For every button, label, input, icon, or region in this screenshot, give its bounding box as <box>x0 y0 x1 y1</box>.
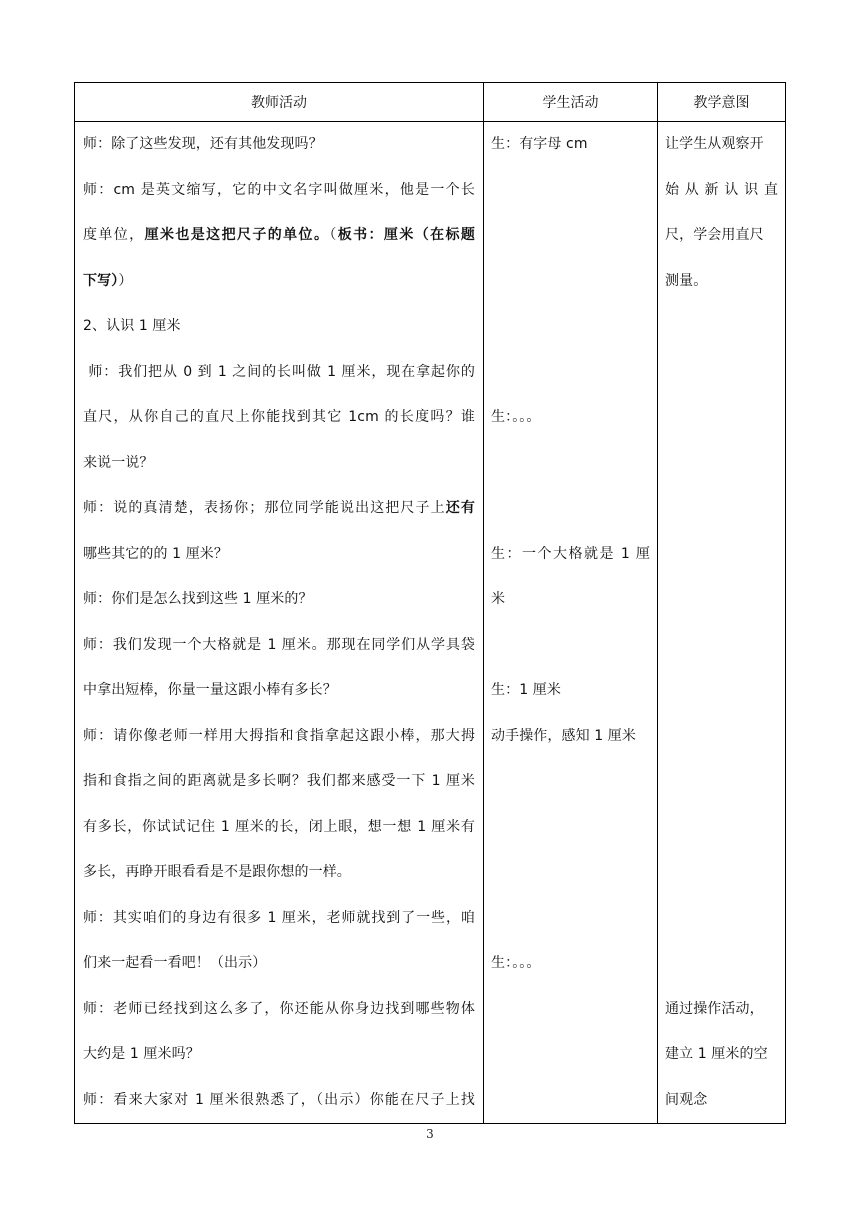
teacher-text: 师：说的真清楚，表扬你；那位同学能说出这把尺子上 <box>83 500 446 516</box>
teacher-line: 师：其实咱们的身边有很多 1 厘米，老师就找到了一些，咱 <box>83 909 475 926</box>
intent-line: 尺，学会用直尺 <box>665 227 764 243</box>
teacher-bold-text: 板书：厘米（在标题 <box>337 227 476 243</box>
teacher-text: 度单位， <box>83 227 145 243</box>
teacher-line: 师：你们是怎么找到这些 1 厘米的？ <box>83 591 313 607</box>
teacher-line: 直尺，从你自己的直尺上你能找到其它 1cm 的长度吗？谁 <box>83 409 475 425</box>
teacher-line: 们来一起看一看吧！（出示） <box>83 955 267 971</box>
teacher-line: 多长，再睁开眼看看是不是跟你想的一样。 <box>83 864 351 880</box>
intent-line: 通过操作活动， <box>665 1000 764 1017</box>
lesson-plan-table <box>74 82 786 1124</box>
student-line: 生：有字母 cm <box>491 136 588 152</box>
student-line: 米 <box>491 591 506 607</box>
student-line: 生：1 厘米 <box>491 682 561 698</box>
intent-line: 让学生从观察开 <box>665 136 764 152</box>
teacher-bold-text: 还有 <box>445 500 475 516</box>
teacher-line: 有多长，你试试记住 1 厘米的长，闭上眼，想一想 1 厘米有 <box>83 818 475 835</box>
header-student-activity: 学生活动 <box>484 83 658 122</box>
teacher-line: 来说一说？ <box>83 454 154 471</box>
teacher-line: 哪些其它的的 1 厘米？ <box>83 545 229 562</box>
student-line: 动手操作，感知 1 厘米 <box>491 727 637 744</box>
student-line: 生：一个大格就是 1 厘 <box>491 545 650 562</box>
intent-line: 间观念 <box>665 1091 708 1108</box>
teacher-line: 师：我们发现一个大格就是 1 厘米。那现在同学们从学具袋 <box>83 636 475 653</box>
student-line: 生：。。。 <box>491 409 541 425</box>
intent-line: 建立 1 厘米的空 <box>665 1046 768 1062</box>
teacher-bold-text: 厘米也是这把尺子的单位。 <box>144 227 330 243</box>
teacher-line <box>83 213 475 259</box>
teacher-line: 师：cm 是英文缩写，它的中文名字叫做厘米，他是一个长 <box>83 181 475 198</box>
table-body-row <box>75 122 786 1124</box>
teacher-line: 指和食指之间的距离就是多长啊？我们都来感受一下 1 厘米 <box>83 773 475 789</box>
teacher-line: 师：除了这些发现，还有其他发现吗？ <box>83 136 323 152</box>
header-teacher-activity: 教师活动 <box>75 83 484 122</box>
teacher-line: 中拿出短棒，你量一量这跟小棒有多长？ <box>83 682 337 698</box>
teacher-activity-cell <box>75 122 484 1124</box>
header-teaching-intent: 教学意图 <box>658 83 786 122</box>
student-activity-cell <box>484 122 658 1124</box>
page-number: 3 <box>426 1127 434 1141</box>
intent-line: 测量。 <box>665 272 708 289</box>
teacher-line: 师：看来大家对 1 厘米很熟悉了，（出示）你能在尺子上找 <box>83 1091 475 1108</box>
teacher-line: 师：老师已经找到这么多了，你还能从你身边找到哪些物体 <box>83 1000 475 1017</box>
teacher-line: 2、认识 1 厘米 <box>83 318 181 334</box>
teacher-line: 师：请你像老师一样用大拇指和食指拿起这跟小棒，那大拇 <box>83 727 475 744</box>
table-header-row <box>75 83 786 122</box>
teacher-line: 大约是 1 厘米吗？ <box>83 1046 200 1062</box>
teacher-line <box>83 486 475 532</box>
teacher-line <box>83 259 475 305</box>
teacher-text: ） <box>118 272 133 289</box>
teacher-text: （ <box>329 227 338 243</box>
teacher-bold-text: 下写） <box>83 272 119 289</box>
teaching-intent-cell <box>658 122 786 1124</box>
intent-line: 始从新认识直 <box>665 181 778 198</box>
teacher-line: 师：我们把从 0 到 1 之间的长叫做 1 厘米，现在拿起你的 <box>83 363 475 380</box>
student-line: 生：。。。 <box>491 955 541 971</box>
